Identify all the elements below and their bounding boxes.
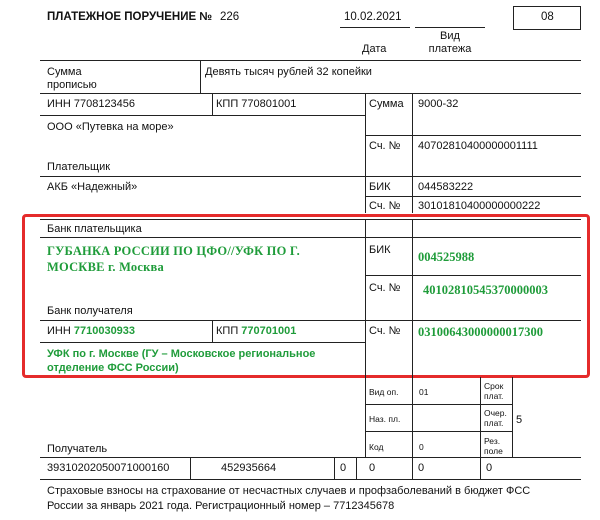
field-4-value: 0 [369,462,376,474]
payer-inn: ИНН 7708123456 [47,98,136,110]
payer-bank-name: АКБ «Надежный» [47,181,138,193]
oktmo-value: 452935664 [221,462,277,474]
field-5-value: 0 [418,462,425,474]
srok-label: Срок плат. [484,381,504,401]
document-number: 226 [220,11,240,23]
recipient-inn: ИНН 7710030933 [47,325,136,337]
kod-value: 0 [419,442,424,452]
ocher-value: 5 [516,414,523,426]
amount-words-value: Девять тысяч рублей 32 копейки [205,66,372,78]
recipient-name: УФК по г. Москве (ГУ – Московское региональное отделение ФСС России) [47,348,316,374]
recipient-account-label: Сч. № [369,325,401,337]
payer-account: 40702810400000001111 [418,140,538,152]
payment-type-underline [415,27,485,28]
recipient-bank-name: ГУБАНКА РОССИИ ПО ЦФО//УФК ПО Г. МОСКВЕ г. Москва [47,244,300,274]
recipient-kpp-value: 770701001 [241,325,297,337]
rez-label: Рез. поле [484,436,503,456]
payer-role-label: Плательщик [47,161,111,173]
kod-label: Код [369,442,384,452]
date-label: Дата [362,43,387,55]
recipient-inn-value: 7710030933 [73,325,136,337]
payer-bank-bik-label: БИК [369,181,391,193]
form-code: 08 [541,11,554,23]
recipient-bank-account: 40102810545370000003 [423,283,548,297]
vid-op-value: 01 [419,387,429,397]
document-title: ПЛАТЕЖНОЕ ПОРУЧЕНИЕ № [47,11,213,23]
date-underline [340,27,410,28]
field-3-value: 0 [340,462,347,474]
sum-label: Сумма [369,98,404,110]
payer-account-label: Сч. № [369,140,401,152]
vid-op-label: Вид оп. [369,387,399,397]
recipient-kpp: КПП 770701001 [216,325,297,337]
recipient-account: 03100643000000017300 [418,325,543,339]
recipient-bank-bik: 004525988 [418,250,475,264]
field-6-value: 0 [486,462,493,474]
payer-kpp: КПП 770801001 [216,98,297,110]
document-date: 10.02.2021 [344,11,402,23]
recipient-bank-account-label: Сч. № [369,282,401,294]
payment-purpose: Страховые взносы на страхование от несчастных случаев и профзаболеваний в бюджет ФСС России за январь 2021 года. Регистрационный номер – 7712345678 [47,485,531,512]
sum-value: 9000-32 [418,98,459,110]
recipient-bank-bik-label: БИК [369,244,391,256]
naz-pl-label: Наз. пл. [369,414,401,424]
payer-name: ООО «Путевка на море» [47,121,174,133]
payer-bank-account: 30101810400000000222 [418,200,541,212]
kbk-value: 39310202050071000160 [47,462,170,474]
recipient-role-label: Получатель [47,443,108,455]
payer-bank-account-label: Сч. № [369,200,401,212]
recipient-bank-role-label: Банк получателя [47,305,133,317]
payer-bank-bik: 044583222 [418,181,474,193]
payer-bank-role-label: Банк плательщика [47,223,142,235]
payment-type-label: Вид платежа [428,30,472,55]
amount-words-label: Сумма прописью [47,66,97,91]
ocher-label: Очер. плат. [484,408,507,428]
